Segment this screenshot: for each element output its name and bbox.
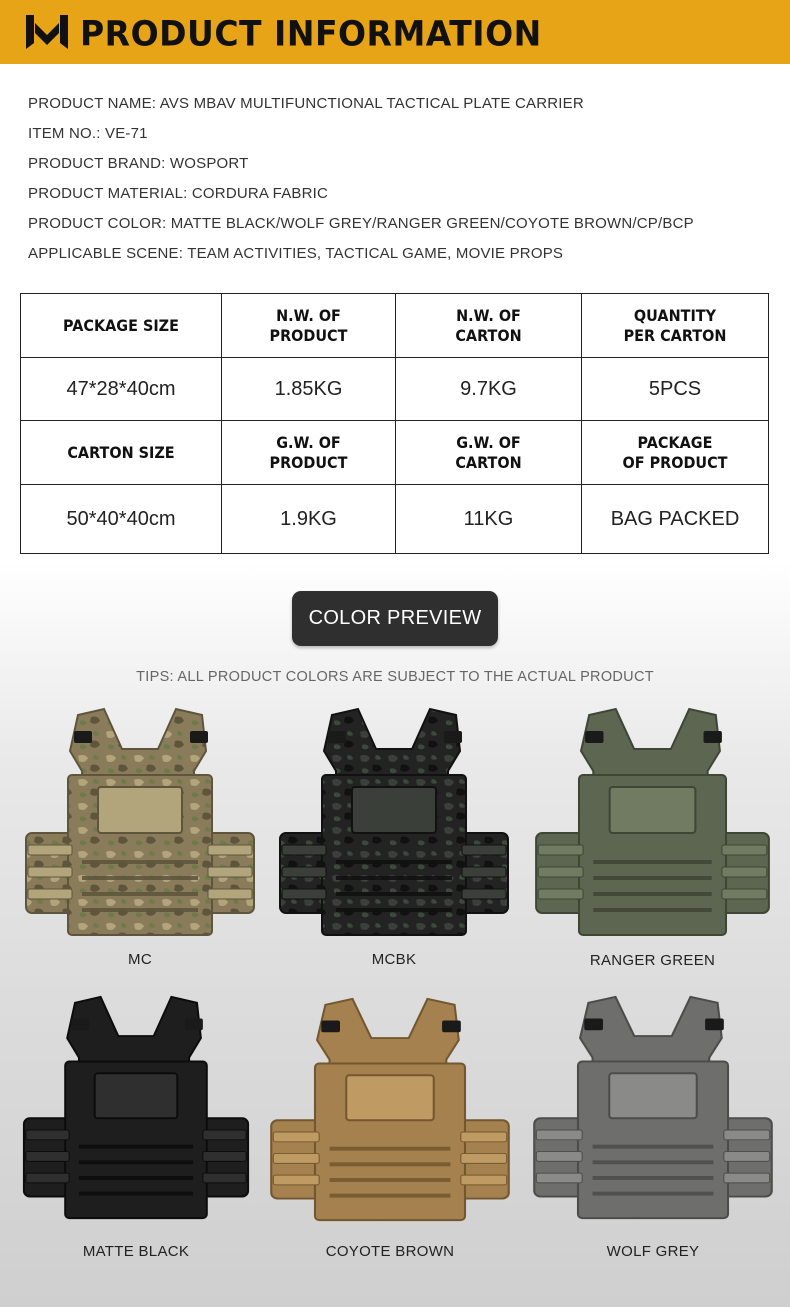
vest-image: [265, 995, 515, 1225]
spec-value-cell: BAG PACKED: [582, 485, 769, 554]
info-item-no: ITEM NO.: VE-71: [28, 125, 148, 142]
vest-color-label: MATTE BLACK: [82, 1243, 190, 1260]
spec-header-cell: CARTON SIZE: [21, 421, 222, 485]
spec-header-cell: PACKAGE OF PRODUCT: [582, 421, 769, 485]
vest-image: [528, 993, 778, 1223]
header-title: PRODUCT INFORMATION: [80, 13, 542, 54]
vest-image: [274, 705, 514, 940]
info-material: PRODUCT MATERIAL: CORDURA FABRIC: [28, 185, 329, 202]
header-bar: [0, 0, 790, 64]
info-product-name: PRODUCT NAME: AVS MBAV MULTIFUNCTIONAL TACTICAL PLATE CARRIER: [28, 95, 584, 112]
spec-value-cell: 1.9KG: [222, 485, 396, 554]
vest-color-label: RANGER GREEN: [589, 952, 716, 969]
spec-header-cell: PACKAGE SIZE: [21, 294, 222, 358]
vest-image: [530, 705, 775, 940]
vest-color-label: MC: [128, 951, 152, 968]
spec-value-row: [21, 358, 769, 421]
spec-table: [20, 293, 769, 554]
spec-header-row: [21, 421, 769, 485]
vest-color-label: WOLF GREY: [606, 1243, 700, 1260]
spec-value-row: [21, 485, 769, 554]
spec-header-cell: G.W. OF CARTON: [396, 421, 582, 485]
spec-value-cell: 1.85KG: [222, 358, 396, 421]
vest-color-label: COYOTE BROWN: [325, 1243, 455, 1260]
vest-color-label: MCBK: [371, 951, 417, 968]
info-color: PRODUCT COLOR: MATTE BLACK/WOLF GREY/RANGER GREEN/COYOTE BROWN/CP/BCP: [28, 215, 694, 232]
vest-image: [18, 993, 254, 1223]
spec-value-cell: 11KG: [396, 485, 582, 554]
spec-header-cell: G.W. OF PRODUCT: [222, 421, 396, 485]
spec-value-cell: 47*28*40cm: [21, 358, 222, 421]
spec-header-cell: QUANTITY PER CARTON: [582, 294, 769, 358]
spec-header-cell: N.W. OF CARTON: [396, 294, 582, 358]
product-info: [28, 94, 694, 274]
vest-image: [20, 705, 260, 940]
spec-value-cell: 9.7KG: [396, 358, 582, 421]
color-preview-button[interactable]: COLOR PREVIEW: [292, 591, 498, 646]
info-brand: PRODUCT BRAND: WOSPORT: [28, 155, 249, 172]
color-tips: TIPS: ALL PRODUCT COLORS ARE SUBJECT TO THE ACTUAL PRODUCT: [136, 669, 654, 685]
info-scene: APPLICABLE SCENE: TEAM ACTIVITIES, TACTICAL GAME, MOVIE PROPS: [28, 245, 564, 262]
spec-header-cell: N.W. OF PRODUCT: [222, 294, 396, 358]
spec-value-cell: 5PCS: [582, 358, 769, 421]
wosport-logo-icon: [26, 13, 68, 51]
spec-header-row: [21, 294, 769, 358]
spec-value-cell: 50*40*40cm: [21, 485, 222, 554]
